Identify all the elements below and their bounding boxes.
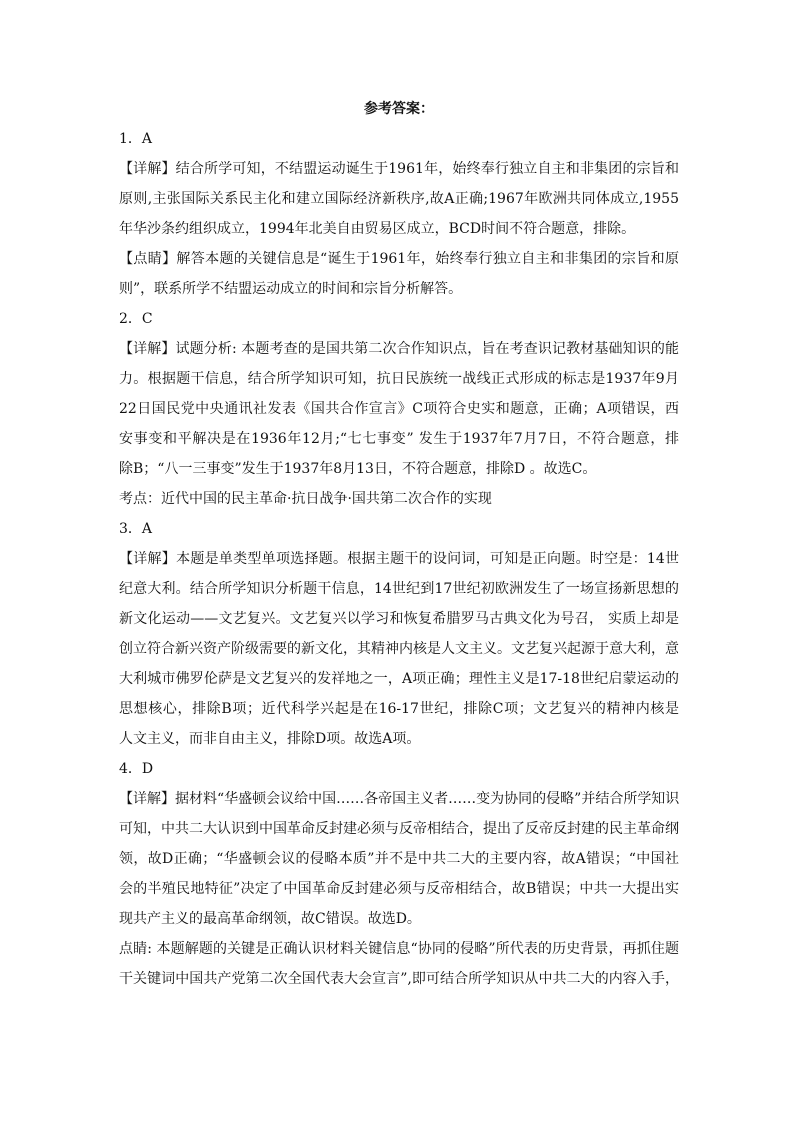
q3-explanation-line: 人文主义，而非自由主义，排除D项。故选A项。 [119, 731, 421, 747]
q1-tip-line: 【点睛】解答本题的关键信息是“诞生于1961年，始终奉行独立自主和非集团的宗旨和原 [119, 251, 679, 267]
q3-explanation-line: 大利城市佛罗伦萨是文艺复兴的发祥地之一，A项正确；理性主义是17-18世纪启蒙运动的 [119, 671, 679, 687]
q3-explanation-line: 新文化运动——文艺复兴。文艺复兴以学习和恢复希腊罗马古典文化为号召， 实质上却是 [119, 611, 679, 627]
q2-explanation-line: 除B；“八一三事变”发生于1937年8月13日，不符合题意，排除D 。故选C。 [119, 461, 597, 477]
q4-tip-line: 点睛: 本题解题的关键是正确认识材料关键信息“协同的侵略”所代表的历史背景，再抓住题 [119, 941, 679, 957]
q4-explanation-line: 现共产主义的最高革命纲领，故C错误。故选D。 [119, 911, 421, 927]
q2-explanation-line: 安事变和平解决是在1936年12月;“七七事变” 发生于1937年7月7日，不符合题意，排 [119, 431, 679, 447]
answer-sheet [119, 98, 679, 994]
q4-explanation-line: 可知，中共二大认识到中国革命反封建必须与反帝相结合，提出了反帝反封建的民主革命纲 [119, 821, 679, 837]
q2-topic-line: 考点：近代中国的民主革命·抗日战争·国共第二次合作的实现 [119, 491, 492, 507]
q1-tip-line: 则”，联系所学不结盟运动成立的时间和宗旨分析解答。 [119, 281, 463, 297]
q2-explanation-line: 【详解】试题分析: 本题考查的是国共第二次合作知识点，旨在考查识记教材基础知识的能 [119, 341, 679, 357]
q4-explanation-line: 【详解】据材料“华盛顿会议给中国……各帝国主义者……变为协同的侵略”并结合所学知识 [119, 791, 679, 807]
q3-explanation-line: 纪意大利。结合所学知识分析题干信息，14世纪到17世纪初欧洲发生了一场宣扬新思想的 [119, 581, 679, 597]
question-2-answer: 2．C [119, 311, 153, 327]
q3-explanation-line: 创立符合新兴资产阶级需要的新文化，其精神内核是人文主义。文艺复兴起源于意大利，意 [119, 641, 679, 657]
q1-explanation-line: 原则,主张国际关系民主化和建立国际经济新秩序,故A正确;1967年欧洲共同体成立,1955 [119, 191, 679, 207]
question-3-answer: 3．A [119, 521, 153, 537]
q3-explanation-line: 思想核心，排除B项；近代科学兴起是在16-17世纪，排除C项；文艺复兴的精神内核是 [119, 701, 679, 717]
q4-tip-line: 干关键词中国共产党第二次全国代表大会宣言”,即可结合所学知识从中共二大的内容入手， [119, 971, 679, 987]
q2-explanation-line: 22日国民党中央通讯社发表《国共合作宣言》C项符合史实和题意，正确；A项错误，西 [119, 401, 679, 417]
question-4-answer: 4．D [119, 761, 154, 777]
q2-explanation-line: 力。根据题干信息，结合所学知识可知，抗日民族统一战线正式形成的标志是1937年9月 [119, 371, 679, 387]
question-1-answer: 1．A [119, 131, 153, 147]
page-title: 参考答案： [364, 101, 434, 117]
q4-explanation-line: 会的半殖民地特征”决定了中国革命反封建必须与反帝相结合，故B错误；中共一大提出实 [119, 881, 679, 897]
q3-explanation-line: 【详解】本题是单类型单项选择题。根据主题干的设问词，可知是正向题。时空是：14世 [119, 551, 679, 567]
q4-explanation-line: 领，故D正确；“华盛顿会议的侵略本质”并不是中共二大的主要内容，故A错误；“中国社 [119, 851, 679, 867]
q1-explanation-line: 年华沙条约组织成立，1994年北美自由贸易区成立，BCD时间不符合题意，排除。 [119, 221, 636, 237]
q1-explanation-line: 【详解】结合所学可知，不结盟运动诞生于1961年，始终奉行独立自主和非集团的宗旨和 [119, 161, 679, 177]
